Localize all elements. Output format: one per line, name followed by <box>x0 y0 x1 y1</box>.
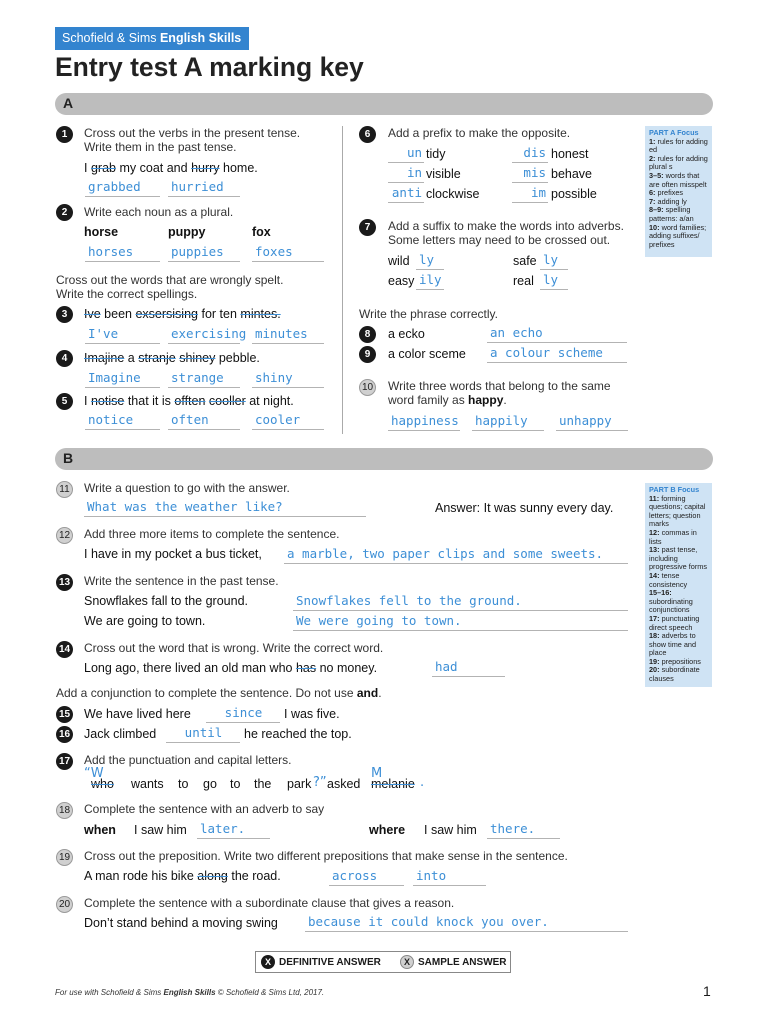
q11-instruction: Write a question to go with the answer. <box>84 481 290 495</box>
q11-answer: What was the weather like? <box>84 499 366 517</box>
conjunction-instruction: Add a conjunction to complete the sentence. Do not use and. <box>56 686 382 700</box>
q17-instruction: Add the punctuation and capital letters. <box>84 753 292 767</box>
q3-sentence: Ive been exsersising for ten mintes. <box>84 307 281 321</box>
question-number-11: 11 <box>56 481 73 498</box>
q7-word-2: safe <box>513 254 537 268</box>
q15-post: I was five. <box>284 707 340 721</box>
phrase-instruction: Write the phrase correctly. <box>359 307 498 321</box>
focus-item: 17: punctuating direct speech <box>649 613 700 632</box>
q7-answer-2: ly <box>540 252 568 270</box>
q18-text-1: I saw him <box>134 823 187 837</box>
q5-answer-2: often <box>168 412 240 430</box>
q8-text: a ecko <box>388 327 425 341</box>
q15-answer: since <box>206 705 280 723</box>
q7-answer-3: ily <box>416 272 444 290</box>
q5-answer-1: notice <box>85 412 160 430</box>
section-a-bar: A <box>55 93 713 115</box>
q4-sentence: Imajine a stranje shiney pebble. <box>84 351 260 365</box>
q15-pre: We have lived here <box>84 707 191 721</box>
question-number-14: 14 <box>56 641 73 658</box>
focus-item: 18: adverbs to show time and place <box>649 631 697 658</box>
q2-noun-3: fox <box>252 225 271 239</box>
definitive-answer-icon: X <box>261 955 275 969</box>
q1-answer-2: hurried <box>168 179 240 197</box>
q17-word: melanie <box>371 777 415 791</box>
spelling-instruction-1: Cross out the words that are wrongly spelt. <box>56 273 284 287</box>
q7-answer-4: ly <box>540 272 568 290</box>
q3-answer-1: I've <box>85 326 160 344</box>
focus-item: 20: subordinate clauses <box>649 665 700 684</box>
q18-where-label: where <box>369 823 406 837</box>
sample-answer-key: X SAMPLE ANSWER <box>400 955 507 969</box>
q2-answer-2: puppies <box>168 244 240 262</box>
q9-text: a color sceme <box>388 347 466 361</box>
q6-word-1: tidy <box>426 147 446 161</box>
q2-answer-3: foxes <box>252 244 324 262</box>
focus-item: 2: rules for adding plural s <box>649 153 708 172</box>
q17-word: wants <box>131 777 164 791</box>
q6-word-3: visible <box>426 167 461 181</box>
part-b-focus-box: PART B Focus 11: forming questions; capital letters; question marks 12: commas in lists 13: past tense, including progressive forms 14: tense consistency 15–16: subordinating conjunctions 17: punctuating direct speech 18: adverbs to show time and place 19: prepositions 20: subordinate clauses <box>645 483 712 687</box>
question-number-9: 9 <box>359 346 376 363</box>
column-divider <box>342 126 343 434</box>
page-title: Entry test A marking key <box>55 52 364 82</box>
q6-prefix-3: in <box>388 165 424 183</box>
focus-item: 6: prefixes <box>649 188 684 198</box>
q2-answer-1: horses <box>85 244 160 262</box>
q12-instruction: Add three more items to complete the sentence. <box>84 527 340 541</box>
brand-label: Schofield & Sims English Skills <box>55 27 249 50</box>
question-number-2: 2 <box>56 204 73 221</box>
q10-instruction-2: word family as happy. <box>388 393 507 407</box>
section-b-bar: B <box>55 448 713 470</box>
question-number-4: 4 <box>56 350 73 367</box>
question-number-5: 5 <box>56 393 73 410</box>
q6-prefix-6: im <box>512 185 548 203</box>
q13-answer-2: We were going to town. <box>293 613 628 631</box>
q7-instruction-2: Some letters may need to be crossed out. <box>388 233 611 247</box>
q17-word: to <box>178 777 189 791</box>
q8-answer: an echo <box>487 325 627 343</box>
q20-instruction: Complete the sentence with a subordinate clause that gives a reason. <box>84 896 455 910</box>
q4-answer-2: strange <box>168 370 240 388</box>
q1-sentence: I grab my coat and hurry home. <box>84 161 258 175</box>
q12-answer: a marble, two paper clips and some sweets. <box>284 546 628 564</box>
q13-answer-1: Snowflakes fell to the ground. <box>293 593 628 611</box>
footer-copyright: For use with Schofield & Sims English Skills © Schofield & Sims Ltd, 2017. <box>55 988 325 997</box>
q6-prefix-2: dis <box>512 145 548 163</box>
q18-text-2: I saw him <box>424 823 477 837</box>
q2-noun-2: puppy <box>168 225 206 239</box>
q2-instruction: Write each noun as a plural. <box>84 205 234 219</box>
question-number-17: 17 <box>56 753 73 770</box>
focus-item: 8–9: spelling patterns: a/an <box>649 205 694 223</box>
question-number-15: 15 <box>56 706 73 723</box>
q13-sentence-2: We are going to town. <box>84 614 206 628</box>
q7-answer-1: ly <box>416 252 444 270</box>
focus-item: 14: tense consistency <box>649 570 688 589</box>
question-number-12: 12 <box>56 527 73 544</box>
focus-item: 15–16: subordinating conjunctions <box>649 588 693 615</box>
question-number-20: 20 <box>56 896 73 913</box>
part-a-focus-box: PART A Focus 1: rules for adding ed 2: rules for adding plural s 3–5: words that are often misspelt 6: prefixes 7: adding ly 8–9: spelling patterns: a/an 10: word families; adding suffixes/ prefixes <box>645 126 712 257</box>
focus-item: 3–5: words that are often misspelt <box>649 170 707 189</box>
q7-word-4: real <box>513 274 534 288</box>
focus-item: 10: word families; adding suffixes/ prefixes <box>649 222 707 249</box>
q14-answer: had <box>432 659 505 677</box>
q18-instruction: Complete the sentence with an adverb to say <box>84 802 325 816</box>
q10-instruction-1: Write three words that belong to the same <box>388 379 611 393</box>
q13-instruction: Write the sentence in the past tense. <box>84 574 279 588</box>
focus-item: 12: commas in lists <box>649 527 697 546</box>
q18-answer-1: later. <box>197 821 270 839</box>
focus-item: 1: rules for adding ed <box>649 136 708 155</box>
q19-instruction: Cross out the preposition. Write two different prepositions that make sense in the sentence. <box>84 849 568 863</box>
q17-word: who <box>91 777 114 791</box>
q17-word: park <box>287 777 312 791</box>
q14-instruction: Cross out the word that is wrong. Write the correct word. <box>84 641 384 655</box>
focus-item: 11: forming questions; capital letters; question marks <box>649 493 706 529</box>
q6-prefix-5: anti <box>388 185 424 203</box>
question-number-7: 7 <box>359 219 376 236</box>
definitive-answer-key: X DEFINITIVE ANSWER <box>261 955 381 969</box>
q3-answer-2: exercising <box>168 326 240 344</box>
q10-answer-1: happiness <box>388 413 460 431</box>
question-number-18: 18 <box>56 802 73 819</box>
q1-answer-1: grabbed <box>85 179 160 197</box>
q17-word: to <box>230 777 241 791</box>
question-number-13: 13 <box>56 574 73 591</box>
q6-word-4: behave <box>551 167 593 181</box>
q16-answer: until <box>166 725 240 743</box>
q6-instruction: Add a prefix to make the opposite. <box>388 126 571 140</box>
q5-answer-3: cooler <box>252 412 324 430</box>
q4-answer-3: shiny <box>252 370 324 388</box>
q19-answer-2: into <box>413 868 486 886</box>
page-number: 1 <box>703 983 711 999</box>
q6-word-2: honest <box>551 147 589 161</box>
question-number-6: 6 <box>359 126 376 143</box>
q7-word-3: easy <box>388 274 415 288</box>
q17-word: the <box>254 777 272 791</box>
q6-prefix-1: un <box>388 145 424 163</box>
question-number-19: 19 <box>56 849 73 866</box>
q19-answer-1: across <box>329 868 404 886</box>
q18-answer-2: there. <box>487 821 560 839</box>
q10-answer-2: happily <box>472 413 544 431</box>
question-number-8: 8 <box>359 326 376 343</box>
q3-answer-3: minutes <box>252 326 324 344</box>
q10-answer-3: unhappy <box>556 413 628 431</box>
q6-word-5: clockwise <box>426 187 480 201</box>
q17-mark-close: ?” <box>313 775 327 790</box>
focus-item: 7: adding ly <box>649 196 687 206</box>
q2-noun-1: horse <box>84 225 119 239</box>
question-number-10: 10 <box>359 379 376 396</box>
q11-given-answer: Answer: It was sunny every day. <box>435 501 614 515</box>
q17-mark-capital: M <box>371 766 383 781</box>
q16-pre: Jack climbed <box>84 727 157 741</box>
q17-word: asked <box>327 777 361 791</box>
q13-sentence-1: Snowflakes fall to the ground. <box>84 594 248 608</box>
q9-answer: a colour scheme <box>487 345 627 363</box>
q17-mark-end: . <box>420 775 425 790</box>
q4-answer-1: Imagine <box>85 370 160 388</box>
q18-when-label: when <box>84 823 116 837</box>
question-number-1: 1 <box>56 126 73 143</box>
q5-sentence: I notise that it is offten cooller at night. <box>84 394 294 408</box>
q20-answer: because it could knock you over. <box>305 914 628 932</box>
sample-answer-icon: X <box>400 955 414 969</box>
question-number-16: 16 <box>56 726 73 743</box>
q17-word: go <box>203 777 217 791</box>
q19-sentence: A man rode his bike along the road. <box>84 869 281 883</box>
spelling-instruction-2: Write the correct spellings. <box>56 287 198 301</box>
q6-prefix-4: mis <box>512 165 548 183</box>
q7-instruction-1: Add a suffix to make the words into adverbs. <box>388 219 624 233</box>
q16-post: he reached the top. <box>244 727 352 741</box>
q17-mark-open: “W <box>84 766 104 781</box>
q1-instruction-1: Cross out the verbs in the present tense. <box>84 126 301 140</box>
answer-key-legend <box>255 951 511 973</box>
q20-text: Don’t stand behind a moving swing <box>84 916 278 930</box>
q1-instruction-2: Write them in the past tense. <box>84 140 237 154</box>
q14-sentence: Long ago, there lived an old man who has no money. <box>84 661 378 675</box>
q12-text: I have in my pocket a bus ticket, <box>84 547 262 561</box>
focus-item: 13: past tense, including progressive forms <box>649 545 707 572</box>
question-number-3: 3 <box>56 306 73 323</box>
q7-word-1: wild <box>388 254 410 268</box>
focus-item: 19: prepositions <box>649 656 701 666</box>
q6-word-6: possible <box>551 187 597 201</box>
